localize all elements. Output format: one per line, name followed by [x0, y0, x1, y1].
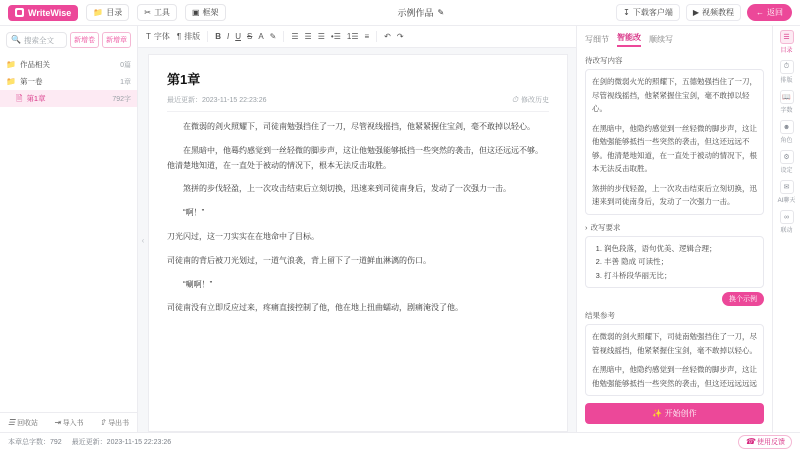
document-paragraph: 刀光闪过，这一刀实实在在地命中了目标。 — [167, 231, 319, 241]
rail-item-settings[interactable] — [773, 150, 800, 174]
requirement-item: 1. 润色段落，语句优美、逻辑合理； — [604, 242, 757, 256]
menu-button-tools-label: 工具 — [153, 8, 170, 17]
result-paragraph: 在微弱的剑火照耀下，司徒南勉强挡住了一刀，尽管视线摇挡，他紧紧握住宝剑，毫不敢掉以轻心。 — [592, 332, 757, 355]
link-icon: ∞ — [780, 210, 794, 224]
right-rail — [772, 26, 800, 432]
result-textarea[interactable] — [585, 324, 764, 396]
tree-item-volume-1[interactable] — [0, 73, 137, 90]
search-input[interactable] — [6, 32, 67, 48]
tree-item-works[interactable] — [0, 56, 137, 73]
document-title-area — [234, 6, 609, 19]
rail-item-catalog[interactable] — [773, 30, 800, 54]
import-book-label: 导入书 — [62, 419, 84, 427]
rail-item-label: 设定 — [780, 168, 793, 174]
sidebar — [0, 26, 138, 432]
history-group — [384, 33, 403, 41]
undo-icon[interactable]: ↶ — [384, 31, 391, 41]
word-count-status: 本章总字数：792 — [8, 438, 62, 446]
align-center-icon[interactable]: ☰ — [304, 31, 312, 41]
add-volume-button[interactable]: 新增卷 — [70, 32, 99, 48]
main-body — [0, 26, 800, 432]
document-paragraph: “啊！” — [183, 208, 205, 218]
video-tutorial-label: 视频教程 — [702, 8, 734, 17]
top-bar — [0, 0, 800, 26]
back-button-label: 返回 — [767, 8, 783, 17]
back-arrow-icon: ← — [756, 7, 764, 17]
tree-item-label: 第1章 — [26, 94, 46, 103]
app-name: WriteWise — [28, 7, 72, 18]
download-client-label: 下载客户端 — [632, 8, 673, 17]
chevron-down-icon: › — [585, 222, 588, 232]
divider — [376, 31, 377, 42]
start-create-button[interactable] — [585, 403, 764, 424]
add-chapter-button[interactable]: 新增章 — [102, 32, 131, 48]
pencil-icon[interactable]: ✎ — [437, 7, 445, 17]
revision-history-label: 修改历史 — [521, 97, 549, 104]
document-paragraph: 司徒南没有立即反应过来，疼痛直接控制了他，他在地上扭曲蠕动，剧痛淹没了他。 — [167, 303, 463, 313]
result-label: 结果参考 — [585, 311, 615, 320]
bold-button[interactable]: B — [215, 32, 221, 41]
ai-panel-tabs — [577, 26, 772, 51]
underline-button[interactable]: U — [235, 32, 241, 41]
back-button[interactable] — [747, 4, 792, 21]
search-icon: 🔍 — [11, 35, 21, 44]
document-paragraph: 司徒南的背后被刀光划过，一道气浪袭，背上留下了一道鲜血淋漓的伤口。 — [167, 255, 431, 265]
top-bar-right — [616, 4, 792, 21]
menu-button-catalog-label: 目录 — [106, 8, 123, 17]
frame-icon: ▣ — [191, 7, 200, 17]
menu-button-framework[interactable] — [185, 4, 226, 21]
chapter-title: 第1章 — [167, 72, 201, 87]
divider — [283, 31, 284, 42]
source-paragraph: 在黑暗中，他隐约感觉到一丝轻微的脚步声，这让他勉强能够抵挡一些突然的袭击，但这还远远不够。他清楚地知道，在一直处于被动的情况下，根本无法反击取胜。 — [592, 123, 757, 173]
rail-item-label: 字数 — [780, 108, 793, 114]
rail-item-label: 角色 — [780, 138, 793, 144]
ai-panel-body — [577, 51, 772, 432]
document-paragraph: 在微弱的剑火照耀下，司徒南勉强挡住了一刀，尽管视线摇挡，他紧紧握住宝剑，毫不敢掉以轻心。 — [183, 122, 535, 131]
ai-panel — [576, 26, 772, 432]
download-icon: ↧ — [623, 7, 630, 17]
status-bar-right — [738, 435, 792, 449]
more-icon[interactable]: ≡ — [364, 31, 370, 41]
document-paragraph: 煞拼的步伐轻盈，上一次攻击结束后立刻切换，迅速来到司徒南身后，发动了一次强力一击。 — [183, 184, 511, 194]
logo-mark-icon — [15, 8, 24, 17]
rail-item-characters[interactable] — [773, 120, 800, 144]
folder-icon: 📁 — [6, 76, 16, 86]
source-paragraph: 煞拼的步伐轻盈，上一次攻击结束后立刻切换，迅速来到司徒南身后，发动了一次强力一击。 — [592, 183, 757, 206]
italic-button[interactable]: I — [226, 32, 230, 41]
tree-item-meta: 792字 — [112, 95, 131, 103]
source-paragraph: 在剑的微弱火光的照耀下，五德勉强挡住了一刀，尽管视线摇挡，他紧紧握住宝剑，毫不敢掉以轻心。 — [592, 77, 757, 113]
clock-icon: ⏱ — [780, 60, 794, 74]
book-icon: 📖 — [780, 90, 794, 104]
clock-icon: ⏱ — [511, 95, 518, 104]
gear-icon: ⚙ — [780, 150, 794, 164]
menu-button-framework-label: 框架 — [202, 8, 219, 17]
import-icon: ⇥ — [53, 417, 61, 427]
rail-item-link[interactable] — [773, 210, 800, 234]
menu-button-catalog[interactable] — [86, 4, 129, 21]
grid-icon: ☰ — [7, 417, 16, 427]
rail-item-label: 联动 — [780, 228, 793, 234]
download-client-button[interactable] — [616, 4, 680, 21]
folder-icon: 📁 — [6, 59, 16, 69]
start-create-label: 开始创作 — [664, 409, 697, 418]
chat-icon: ✉ — [780, 180, 794, 194]
rail-item-label: AI聊天 — [777, 198, 796, 204]
strikethrough-button[interactable]: S — [246, 32, 253, 41]
grid-icon: ☰ — [780, 30, 794, 44]
align-right-icon[interactable]: ☰ — [317, 31, 325, 41]
chevron-left-icon: ‹ — [141, 235, 145, 245]
file-icon: 🗎 — [16, 93, 23, 103]
recycle-bin-button[interactable] — [8, 418, 38, 428]
requirement-textarea[interactable] — [585, 236, 764, 289]
swap-example-button[interactable]: 换个示例 — [722, 292, 764, 306]
sidebar-footer — [0, 412, 137, 432]
feedback-label: 使用反馈 — [757, 438, 785, 446]
divider — [207, 31, 208, 42]
source-label: 待改写内容 — [585, 56, 623, 65]
rail-item-label: 目录 — [780, 48, 793, 54]
font-selector-label: 字体 — [153, 32, 170, 41]
pen-icon[interactable]: ✎ — [269, 31, 277, 41]
paragraph-selector-label: 排版 — [184, 32, 201, 41]
rail-item-ai-chat[interactable] — [773, 180, 800, 204]
document-meta — [167, 95, 549, 112]
list-number-icon[interactable]: 1☰ — [346, 31, 359, 41]
font-icon: T — [146, 31, 151, 41]
recycle-bin-label: 回收站 — [17, 419, 39, 427]
tree-item-meta: 1章 — [120, 78, 131, 86]
requirement-item: 2. 丰善 隐成 可读性； — [604, 255, 757, 269]
align-group — [291, 33, 369, 41]
result-paragraph: 在黑暗中，他隐约感觉到一丝轻微的脚步声，这让他勉强能够抵挡一些突然的袭击，但这还远远远远 — [592, 365, 757, 388]
requirement-item: 3. 打斗桥段华丽无比； — [604, 269, 757, 283]
requirement-list — [592, 242, 757, 283]
document-paragraph: “唰啊！” — [183, 279, 213, 289]
text-style-group — [215, 32, 276, 41]
tree-item-meta: 0篇 — [120, 61, 131, 69]
feedback-button[interactable] — [738, 435, 792, 449]
editor-area — [138, 48, 576, 432]
paragraph-icon: ¶ — [176, 31, 182, 41]
text-color-button[interactable]: A — [258, 32, 264, 41]
tree-item-label: 作品相关 — [19, 60, 50, 69]
folder-icon: 📁 — [93, 7, 104, 17]
document-paragraph: 在黑暗中，他蓦约感觉到一丝轻微的脚步声，这让他勉强能够抵挡一些突然的袭击，但这还远远不够。他清楚地知道，在一直处于被动的情况下，根本无法反击取胜。 — [167, 145, 543, 170]
import-book-button[interactable] — [54, 418, 84, 428]
headset-icon: ☎ — [745, 436, 756, 446]
sparkle-icon: ✨ — [652, 409, 663, 418]
example-chip-row — [585, 292, 764, 306]
align-left-icon[interactable]: ☰ — [291, 31, 299, 41]
tree-item-label: 第一卷 — [19, 77, 43, 86]
wrench-icon: ✂ — [144, 7, 151, 17]
revision-history-button[interactable] — [512, 95, 549, 105]
page-title: 示例作品 — [397, 8, 434, 18]
menu-button-tools[interactable] — [137, 4, 177, 21]
search-placeholder: 搜索全文 — [23, 35, 54, 45]
font-selector[interactable] — [146, 31, 170, 42]
video-icon: ▶ — [692, 7, 699, 17]
format-toolbar — [138, 26, 576, 48]
rail-item-layout[interactable] — [773, 60, 800, 84]
tab-continue-write[interactable]: 顺续写 — [649, 35, 673, 44]
export-icon: ⇧ — [99, 417, 107, 427]
list-bullet-icon[interactable]: •☰ — [330, 31, 341, 41]
tab-smart-rewrite[interactable]: 智能改 — [617, 32, 641, 47]
requirement-collapse-toggle[interactable] — [585, 222, 764, 233]
tree-item-chapter-1[interactable] — [0, 90, 137, 107]
rail-item-wordcount[interactable] — [773, 90, 800, 114]
sidebar-collapse-handle[interactable] — [138, 48, 148, 432]
last-updated-label: 最近更新：2023-11-15 22:23:26 — [167, 97, 267, 104]
sidebar-search-row — [0, 26, 137, 54]
requirement-label: 改写要求 — [590, 222, 621, 232]
export-book-button[interactable] — [99, 418, 129, 428]
rail-item-label: 排版 — [780, 78, 793, 84]
last-updated-status: 最近更新：2023-11-15 22:23:26 — [71, 438, 172, 446]
status-bar — [0, 432, 800, 450]
video-tutorial-button[interactable] — [686, 4, 741, 21]
app-logo[interactable] — [8, 5, 78, 21]
paragraph-selector[interactable] — [177, 31, 200, 42]
export-book-label: 导出书 — [108, 419, 130, 427]
user-icon: ☻ — [780, 120, 794, 134]
chapter-tree — [0, 54, 137, 412]
editor-column — [138, 26, 576, 432]
tab-write-detail[interactable]: 写细节 — [585, 35, 609, 44]
document-canvas[interactable] — [148, 54, 568, 432]
redo-icon[interactable]: ↷ — [396, 31, 404, 41]
source-textarea[interactable] — [585, 69, 764, 215]
